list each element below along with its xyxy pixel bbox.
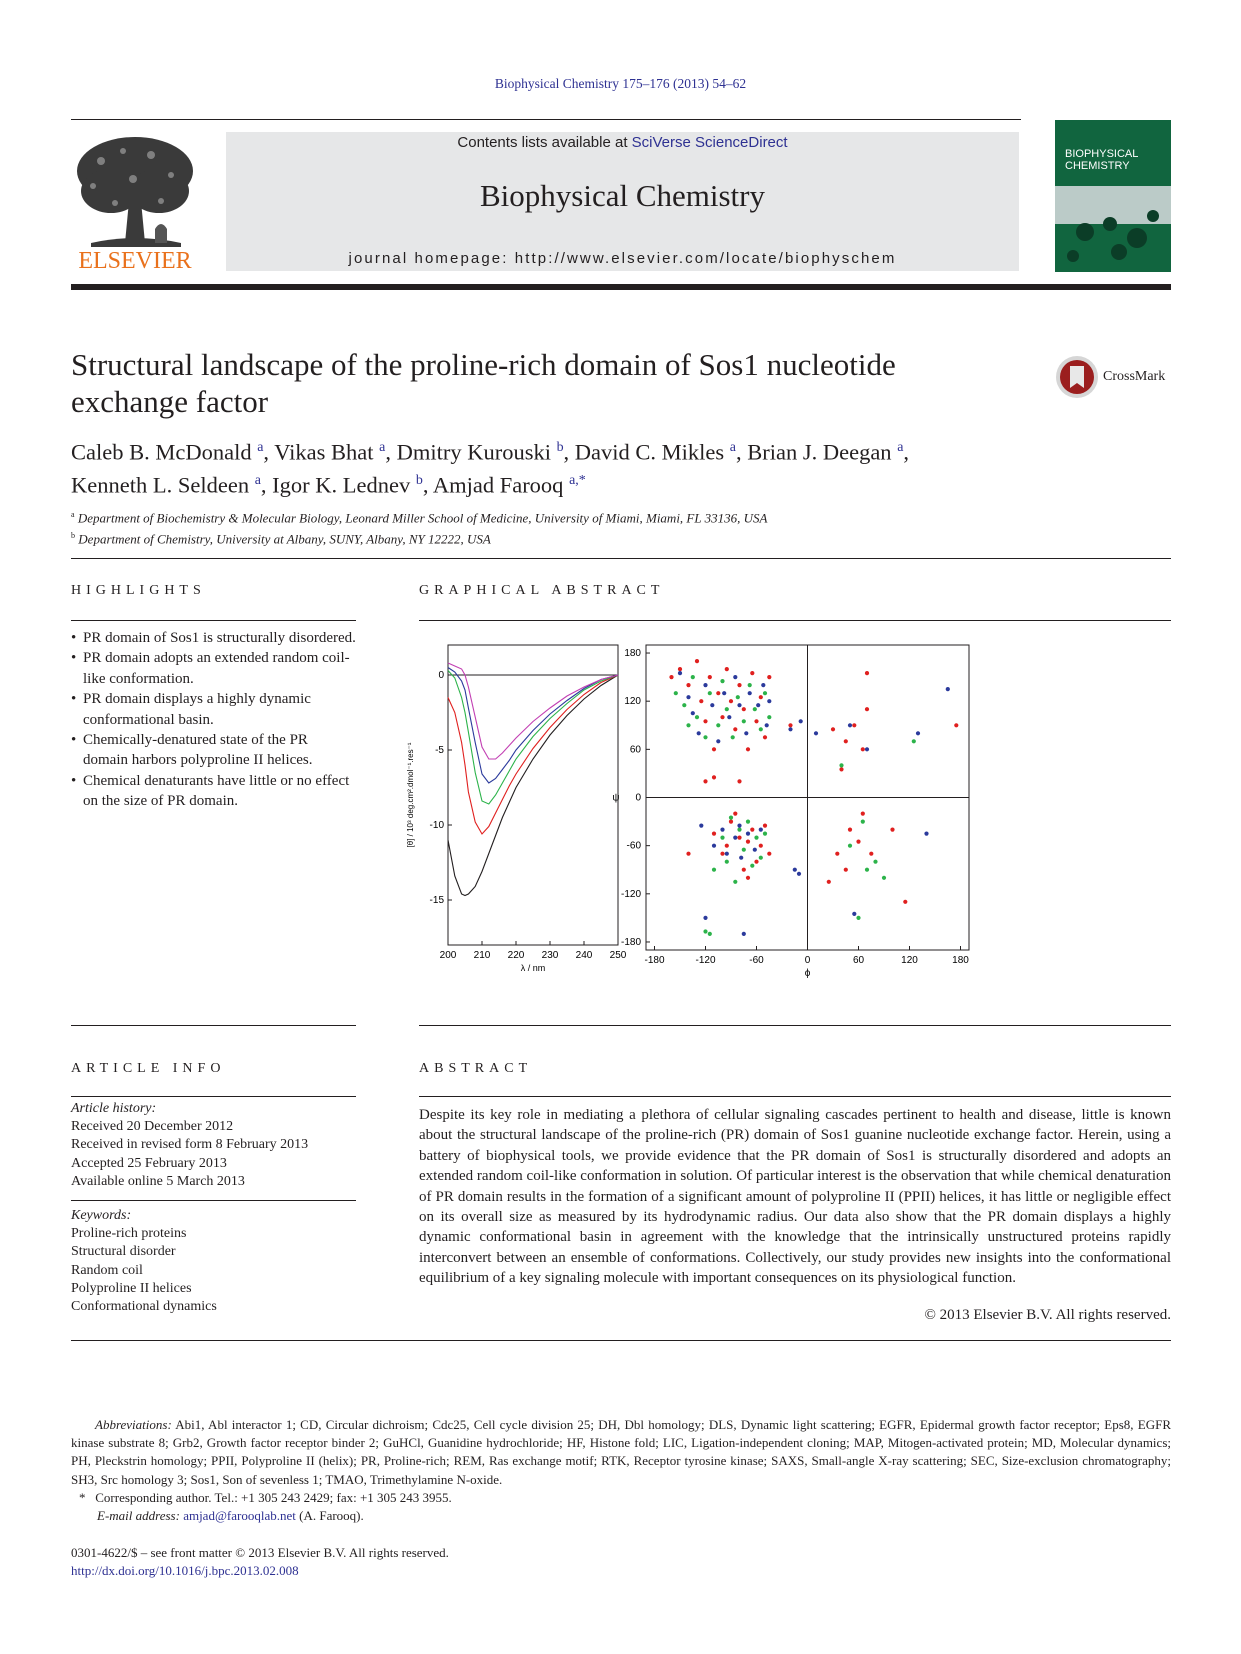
rama-point-red xyxy=(759,695,763,699)
rama-point-red xyxy=(703,779,707,783)
rama-point-red xyxy=(865,671,869,675)
cover-bubbles xyxy=(1055,120,1171,272)
rama-point-blue xyxy=(924,832,928,836)
rama-x-tick-label: 180 xyxy=(952,955,969,966)
rama-point-red xyxy=(750,671,754,675)
rama-point-green xyxy=(712,868,716,872)
author-affiliation-mark[interactable]: a xyxy=(897,440,904,455)
author: Kenneth L. Seldeen xyxy=(71,472,250,497)
rama-point-green xyxy=(759,727,763,731)
rama-point-red xyxy=(827,880,831,884)
rama-point-blue xyxy=(748,691,752,695)
cd-x-tick-label: 220 xyxy=(507,950,525,961)
rama-point-green xyxy=(725,707,729,711)
rama-point-red xyxy=(720,852,724,856)
article-info-heading: ARTICLE INFO xyxy=(71,1061,226,1076)
author: Brian J. Deegan xyxy=(747,439,892,465)
rama-y-tick-label: -60 xyxy=(626,840,641,852)
cd-spectra-chart xyxy=(406,645,627,973)
rama-point-green xyxy=(716,723,720,727)
author-affiliation-mark[interactable]: a xyxy=(257,440,264,455)
rama-point-blue xyxy=(814,731,818,735)
rama-point-blue xyxy=(799,719,803,723)
rama-point-red xyxy=(852,723,856,727)
rama-point-red xyxy=(869,852,873,856)
rama-point-blue xyxy=(691,711,695,715)
contents-prefix: Contents lists available at xyxy=(457,134,632,151)
affiliations xyxy=(71,506,767,549)
rama-point-red xyxy=(737,683,741,687)
rama-point-red xyxy=(746,876,750,880)
rama-y-axis-label: ψ xyxy=(612,792,620,804)
journal-name: Biophysical Chemistry xyxy=(479,178,765,213)
rama-point-green xyxy=(742,719,746,723)
rama-point-green xyxy=(861,820,865,824)
abbreviations-text: Abi1, Abl interactor 1; CD, Circular dichroism; Cdc25, Cell cycle division 25; DH, Dbl homology; DLS, Dynamic light scattering; EGFR, Epidermal growth factor receptor; Eps8, EGFR kinase substrate 8; Grb2, Growth factor receptor binder 2; GuHCl, Guanidine hydrochloride; HF, Histone fold; LIC, Ligation-independent cloning; MAP, Mitogen-activated protein; MD, Molecular dynamics; PH, Pleckstrin homology; PPII, Polyproline II (helix); PR, Proline-rich; REM, Ras exchange motif; RTK, Receptor tyrosine kinase; SAXS, Small-angle X-ray scattering; SEC, Size-exclusion chromatography; SH3, Src homology 3; Sos1, Son of sevenless 1; TMAO, Trimethylamine N-oxide. xyxy=(71,1417,1171,1487)
rama-point-blue xyxy=(744,731,748,735)
affiliation-text: Department of Chemistry, University at Albany, SUNY, Albany, NY 12222, USA xyxy=(78,531,491,547)
cd-series-green xyxy=(448,671,618,805)
cd-y-tick-label: -15 xyxy=(429,895,444,906)
keyword: Structural disorder xyxy=(71,1244,176,1260)
author-affiliation-mark[interactable]: a xyxy=(379,440,386,455)
rama-point-green xyxy=(725,860,729,864)
rama-point-green xyxy=(767,715,771,719)
rama-point-red xyxy=(759,844,763,848)
rama-point-red xyxy=(746,747,750,751)
rama-point-red xyxy=(686,683,690,687)
cd-x-tick-label: 200 xyxy=(439,950,457,961)
affiliation xyxy=(71,506,767,527)
graphical-abstract-figure xyxy=(406,645,978,985)
doi-link[interactable]: http://dx.doi.org/10.1016/j.bpc.2013.02.008 xyxy=(71,1563,299,1579)
author-affiliation-mark[interactable]: b xyxy=(415,472,423,488)
rama-point-green xyxy=(703,929,707,933)
rama-point-red xyxy=(890,828,894,832)
rama-point-green xyxy=(686,723,690,727)
rama-y-tick-label: -120 xyxy=(620,888,641,900)
rule-above-abstract xyxy=(419,1025,1171,1026)
rama-point-green xyxy=(912,739,916,743)
rama-point-green xyxy=(753,707,757,711)
rama-point-red xyxy=(763,735,767,739)
rama-x-tick-label: 0 xyxy=(804,955,811,966)
rama-point-red xyxy=(861,812,865,816)
rama-point-red xyxy=(712,747,716,751)
rama-point-red xyxy=(703,719,707,723)
rama-point-blue xyxy=(753,848,757,852)
rama-point-green xyxy=(737,828,741,832)
rama-point-blue xyxy=(759,828,763,832)
rama-point-red xyxy=(678,667,682,671)
journal-reference[interactable]: Biophysical Chemistry 175–176 (2013) 54–62 xyxy=(494,76,747,91)
rama-point-blue xyxy=(742,932,746,936)
cd-plot-frame xyxy=(448,645,618,945)
rama-point-red xyxy=(767,675,771,679)
footnotes xyxy=(71,1416,1171,1525)
rama-point-green xyxy=(748,683,752,687)
rama-point-red xyxy=(903,900,907,904)
rama-point-red xyxy=(712,775,716,779)
rama-point-red xyxy=(844,868,848,872)
cd-x-tick-label: 250 xyxy=(609,950,627,961)
rama-point-red xyxy=(733,727,737,731)
front-matter xyxy=(71,1544,449,1580)
rama-point-green xyxy=(691,675,695,679)
rama-point-blue xyxy=(797,872,801,876)
rama-point-red xyxy=(725,844,729,848)
rama-point-red xyxy=(848,828,852,832)
rule-above-highlights xyxy=(71,558,1171,559)
rama-point-red xyxy=(742,868,746,872)
cd-series-red xyxy=(448,675,618,834)
history-list xyxy=(71,1118,356,1191)
cd-x-axis-label: λ / nm xyxy=(520,963,546,973)
rama-point-red xyxy=(669,675,673,679)
rama-point-green xyxy=(720,836,724,840)
rama-point-red xyxy=(737,836,741,840)
abstract-text: Despite its key role in mediating a plethora of cellular signaling cascades pertinent to health and disease, little is known about the structural landscape of the proline-rich (PR) domain of Sos1 guanine nucleotide exchange factor. Herein, using a battery of biophysical tools, we provide evidence that the PR domain of Sos1 is structurally disordered and adopts an extended random coil-like conformation in solution. Of particular interest is the observation that while chemical denaturation of PR domain results in the formation of a significant amount of polyproline II (PPII) helices, it has little or negligible effect on its overall size as measured by its hydrodynamic radius. Our data also show that the PR domain displays a highly dynamic conformational basin in agreement with the knowledge that the intrinsically unstructured proteins rapidly interconvert between an ensemble of conformations. Collectively, our study provides new insights into the conformational equilibrium of a key signaling molecule with important consequences on its physiological function. xyxy=(419,1107,1171,1287)
rama-point-red xyxy=(835,852,839,856)
rama-point-red xyxy=(750,828,754,832)
rama-point-green xyxy=(763,691,767,695)
author-affiliation-mark[interactable]: a,* xyxy=(569,472,586,488)
rama-x-tick-label: -60 xyxy=(749,955,764,966)
elsevier-logo xyxy=(71,131,199,273)
cd-y-tick-label: -5 xyxy=(435,745,444,756)
keywords-label: Keywords: xyxy=(71,1208,132,1224)
rama-point-green xyxy=(848,844,852,848)
keyword: Random coil xyxy=(71,1262,143,1278)
rama-point-green xyxy=(736,695,740,699)
rama-point-green xyxy=(729,816,733,820)
author: Vikas Bhat xyxy=(274,439,374,465)
rama-point-blue xyxy=(722,691,726,695)
rama-point-blue xyxy=(697,731,701,735)
corresponding-text: Corresponding author. Tel.: +1 305 243 2429; fax: +1 305 243 3955. xyxy=(95,1489,452,1505)
rama-point-blue xyxy=(765,723,769,727)
cd-x-tick-label: 240 xyxy=(575,950,593,961)
rama-point-blue xyxy=(712,844,716,848)
rama-point-blue xyxy=(767,699,771,703)
rama-point-green xyxy=(873,860,877,864)
rama-x-axis-label: ϕ xyxy=(804,968,811,979)
header-top-rule xyxy=(71,119,1021,120)
rama-y-tick-label: -180 xyxy=(620,936,641,948)
rama-point-green xyxy=(882,876,886,880)
rama-point-blue xyxy=(916,731,920,735)
journal-homepage[interactable]: journal homepage: http://www.elsevier.com/locate/biophyschem xyxy=(348,250,897,267)
author-affiliation-mark[interactable]: b xyxy=(556,440,564,455)
rama-point-red xyxy=(742,707,746,711)
author: Amjad Farooq xyxy=(432,472,564,497)
rama-point-blue xyxy=(946,687,950,691)
corresponding-footnote: * Corresponding author. Tel.: +1 305 243 2429; fax: +1 305 243 3955. xyxy=(79,1489,452,1505)
rama-point-red xyxy=(746,840,750,844)
rama-point-blue xyxy=(686,695,690,699)
rama-point-blue xyxy=(733,836,737,840)
rama-point-red xyxy=(763,824,767,828)
affiliation-text: Department of Biochemistry & Molecular Biology, Leonard Miller School of Medicine, University of Miami, Miami, FL 33136, USA xyxy=(77,510,768,526)
rama-point-green xyxy=(695,715,699,719)
highlight-item: • PR domain of Sos1 is structurally disordered. xyxy=(71,628,356,648)
rama-point-blue xyxy=(852,912,856,916)
rama-point-blue xyxy=(739,856,743,860)
rama-point-green xyxy=(708,691,712,695)
rama-point-blue xyxy=(788,727,792,731)
email-link[interactable]: amjad@farooqlab.net xyxy=(183,1508,296,1524)
rama-point-red xyxy=(708,675,712,679)
keywords-list xyxy=(71,1225,356,1316)
rama-point-green xyxy=(731,735,735,739)
keyword: Polyproline II helices xyxy=(71,1280,192,1296)
rama-point-blue xyxy=(703,916,707,920)
affiliation-mark: b xyxy=(71,531,76,541)
rama-point-green xyxy=(733,880,737,884)
rama-point-green xyxy=(839,763,843,767)
rama-x-tick-label: -180 xyxy=(644,955,665,966)
rama-point-blue xyxy=(865,747,869,751)
rama-point-red xyxy=(831,727,835,731)
rama-point-blue xyxy=(737,824,741,828)
history-entry: Available online 5 March 2013 xyxy=(71,1173,245,1189)
author-affiliation-mark[interactable]: a xyxy=(254,472,261,488)
rama-point-red xyxy=(839,767,843,771)
rama-point-red xyxy=(729,820,733,824)
rama-point-green xyxy=(865,868,869,872)
rama-point-blue xyxy=(793,868,797,872)
cd-x-tick-label: 210 xyxy=(473,950,491,961)
rama-point-red xyxy=(712,832,716,836)
cover-title: BIOPHYSICAL CHEMISTRY xyxy=(1065,148,1138,172)
rama-point-red xyxy=(844,739,848,743)
rule-below-abstract xyxy=(71,1340,1171,1341)
rule-abstract xyxy=(419,1096,1171,1097)
crossmark-label[interactable]: CrossMark xyxy=(1103,369,1166,384)
rama-point-red xyxy=(767,852,771,856)
rama-point-blue xyxy=(678,671,682,675)
history-label: Article history: xyxy=(71,1101,157,1116)
cd-x-tick-label: 230 xyxy=(541,950,559,961)
article-info xyxy=(71,1100,356,1316)
rama-point-green xyxy=(856,916,860,920)
rama-point-red xyxy=(733,812,737,816)
rama-point-red xyxy=(754,860,758,864)
rama-point-red xyxy=(865,707,869,711)
highlight-item: • Chemical denaturants have little or no effect on the size of PR domain. xyxy=(71,771,356,812)
rama-point-blue xyxy=(761,683,765,687)
cd-y-axis-label: [θ] / 10³ deg.cm².dmol⁻¹.res⁻¹ xyxy=(406,742,415,848)
rama-point-blue xyxy=(716,739,720,743)
rama-point-green xyxy=(674,691,678,695)
history-entry: Received in revised form 8 February 2013 xyxy=(71,1137,309,1153)
email-suffix: (A. Farooq). xyxy=(299,1508,364,1524)
rule-article-info xyxy=(71,1096,356,1097)
contents-line xyxy=(226,134,1019,151)
rama-x-tick-label: 120 xyxy=(901,955,918,966)
author-affiliation-mark[interactable]: a xyxy=(729,440,736,455)
rama-point-red xyxy=(754,719,758,723)
abstract-heading: ABSTRACT xyxy=(419,1061,533,1076)
highlights-list xyxy=(71,628,356,812)
rama-point-green xyxy=(703,735,707,739)
rule-highlights xyxy=(71,620,356,621)
author: Caleb B. McDonald xyxy=(71,439,252,465)
cd-y-tick-label: 0 xyxy=(438,670,444,681)
rama-point-red xyxy=(695,659,699,663)
issn-line: 0301-4622/$ – see front matter © 2013 Elsevier B.V. All rights reserved. xyxy=(71,1545,449,1560)
rama-point-green xyxy=(750,864,754,868)
rule-above-article-info xyxy=(71,1025,356,1026)
author: Dmitry Kurouski xyxy=(396,439,551,465)
cd-series-magenta xyxy=(448,663,618,759)
keyword: Proline-rich proteins xyxy=(71,1226,187,1242)
history-entry: Accepted 25 February 2013 xyxy=(71,1155,227,1171)
rama-point-blue xyxy=(720,828,724,832)
rama-point-blue xyxy=(733,675,737,679)
affiliation xyxy=(71,527,767,548)
abbreviations-label: Abbreviations: xyxy=(95,1417,172,1432)
rama-point-red xyxy=(729,699,733,703)
rama-point-green xyxy=(720,679,724,683)
highlights-heading: HIGHLIGHTS xyxy=(71,583,206,598)
rama-point-green xyxy=(759,856,763,860)
graphical-abstract-heading: GRAPHICAL ABSTRACT xyxy=(419,583,665,598)
rama-point-green xyxy=(763,832,767,836)
rama-point-green xyxy=(754,836,758,840)
affiliation-mark: a xyxy=(71,510,75,519)
highlight-item: • Chemically-denatured state of the PR domain harbors polyproline II helices. xyxy=(71,730,356,771)
rama-point-blue xyxy=(737,703,741,707)
highlight-item: • PR domain displays a highly dynamic conformational basin. xyxy=(71,689,356,730)
rama-point-red xyxy=(686,852,690,856)
rama-point-red xyxy=(737,779,741,783)
email-label: E-mail address: xyxy=(97,1508,180,1524)
rule-graphical-abstract xyxy=(419,620,1171,621)
highlight-item: • PR domain adopts an extended random coil-like conformation. xyxy=(71,648,356,689)
rama-point-red xyxy=(856,840,860,844)
rama-point-blue xyxy=(746,832,750,836)
rama-point-green xyxy=(682,703,686,707)
rama-point-red xyxy=(725,667,729,671)
rama-point-green xyxy=(746,820,750,824)
rama-y-tick-label: 60 xyxy=(629,744,641,756)
author: Igor K. Lednev xyxy=(272,472,411,497)
rama-point-red xyxy=(788,723,792,727)
rama-point-red xyxy=(716,691,720,695)
journal-cover xyxy=(1055,120,1171,272)
rama-point-blue xyxy=(727,715,731,719)
abstract-copyright: © 2013 Elsevier B.V. All rights reserved. xyxy=(924,1307,1171,1323)
rama-point-red xyxy=(861,747,865,751)
author-list: Caleb B. McDonald $^a$, Vikas Bhat $^a$, Dmitry Kurouski $^b$, David C. Mikles $^a$, Brian J. Deegan $^a$, Kenneth L. Seldeen $^a$, Igor K. Lednev $^b$, Amjad Farooq $^{a,*}$ xyxy=(71,439,909,497)
email-footnote xyxy=(71,1507,1171,1525)
abbreviations-footnote xyxy=(71,1416,1171,1489)
rama-y-tick-label: 120 xyxy=(624,696,641,708)
rama-y-tick-label: 180 xyxy=(624,648,641,660)
rama-point-red xyxy=(954,723,958,727)
rama-point-blue xyxy=(725,852,729,856)
rama-point-red xyxy=(720,715,724,719)
rama-point-blue xyxy=(703,683,707,687)
sciencedirect-link[interactable]: SciVerse ScienceDirect xyxy=(631,134,788,151)
cd-y-tick-label: -10 xyxy=(429,820,444,831)
rama-point-red xyxy=(699,699,703,703)
rule-keywords xyxy=(71,1200,356,1201)
keyword: Conformational dynamics xyxy=(71,1299,217,1315)
rama-point-blue xyxy=(710,703,714,707)
rama-point-green xyxy=(742,848,746,852)
rama-y-tick-label: 0 xyxy=(635,792,641,804)
rama-point-green xyxy=(708,932,712,936)
history-entry: Received 20 December 2012 xyxy=(71,1119,234,1135)
elsevier-wordmark: ELSEVIER xyxy=(78,248,192,274)
rama-x-tick-label: 60 xyxy=(852,955,865,966)
rama-point-blue xyxy=(699,824,703,828)
rama-x-tick-label: -120 xyxy=(695,955,716,966)
rama-point-blue xyxy=(756,703,760,707)
article-title: Structural landscape of the proline-rich domain of Sos1 nucleotide exchange factor xyxy=(71,347,896,419)
ramachandran-chart xyxy=(609,645,969,979)
author: David C. Mikles xyxy=(574,439,725,465)
rama-point-blue xyxy=(848,723,852,727)
header-thick-rule xyxy=(71,284,1171,290)
